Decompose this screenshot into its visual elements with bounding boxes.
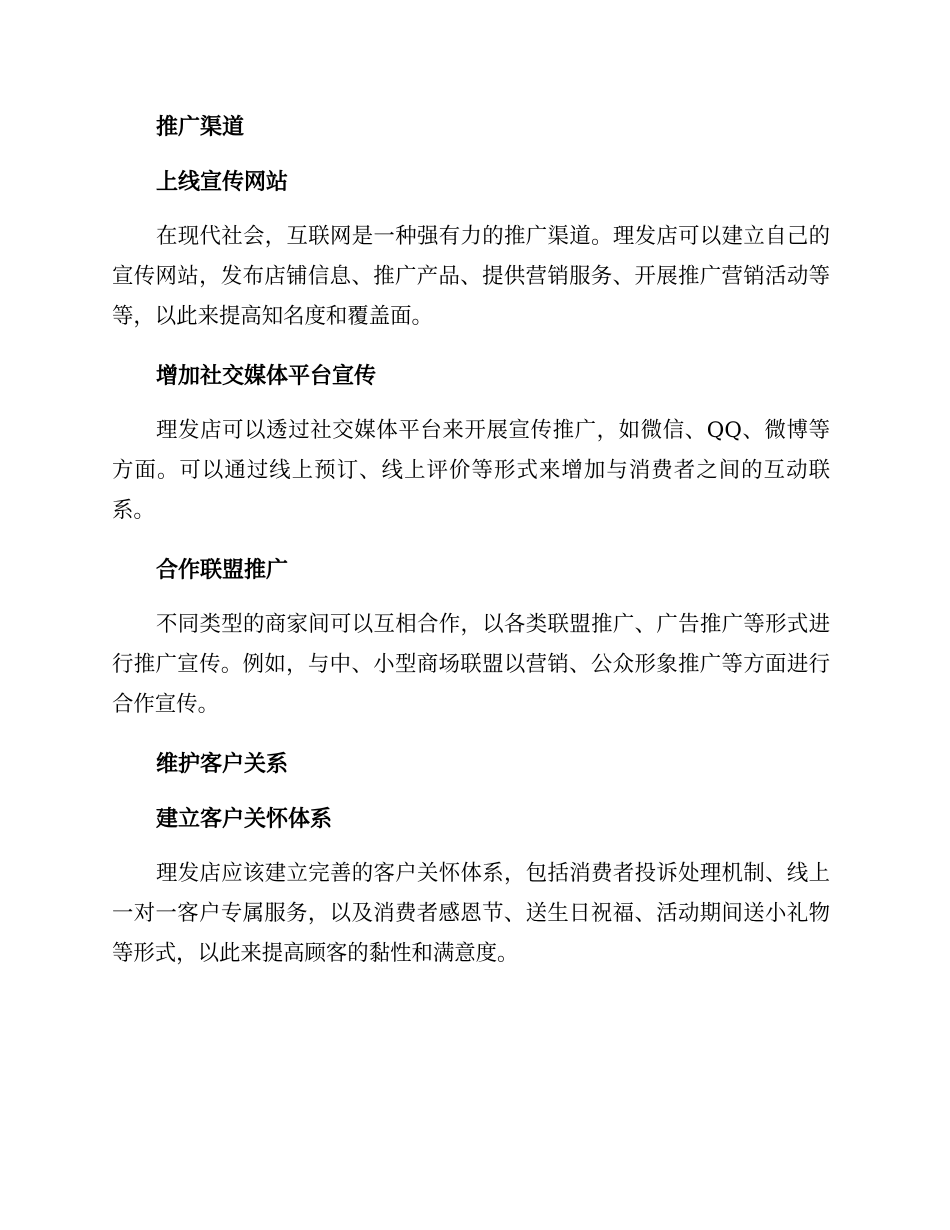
subheading-social-media: 增加社交媒体平台宣传	[156, 363, 377, 389]
subheading-customer-care: 建立客户关怀体系	[156, 806, 333, 832]
paragraph-online-website: 在现代社会，互联网是一种强有力的推广渠道。理发店可以建立自己的宣传网站，发布店铺信息、推广产品、提供营销服务、开展推广营销活动等等，以此来提高知名度和覆盖面。	[112, 224, 830, 329]
section-heading-promotion-channels: 推广渠道	[156, 114, 245, 140]
paragraph-social-media: 理发店可以透过社交媒体平台来开展宣传推广，如微信、QQ、微博等方面。可以通过线上预订、线上评价等形式来增加与消费者之间的互动联系。	[112, 418, 830, 523]
section-heading-customer-relations: 维护客户关系	[156, 751, 289, 777]
subheading-alliance-promotion: 合作联盟推广	[156, 557, 289, 583]
paragraph-alliance-promotion: 不同类型的商家间可以互相合作，以各类联盟推广、广告推广等形式进行推广宣传。例如，与中、小型商场联盟以营销、公众形象推广等方面进行合作宣传。	[112, 612, 830, 717]
paragraph-customer-care: 理发店应该建立完善的客户关怀体系，包括消费者投诉处理机制、线上一对一客户专属服务，以及消费者感恩节、送生日祝福、活动期间送小礼物等形式，以此来提高顾客的黏性和满意度。	[112, 861, 830, 966]
subheading-online-website: 上线宣传网站	[156, 169, 289, 195]
